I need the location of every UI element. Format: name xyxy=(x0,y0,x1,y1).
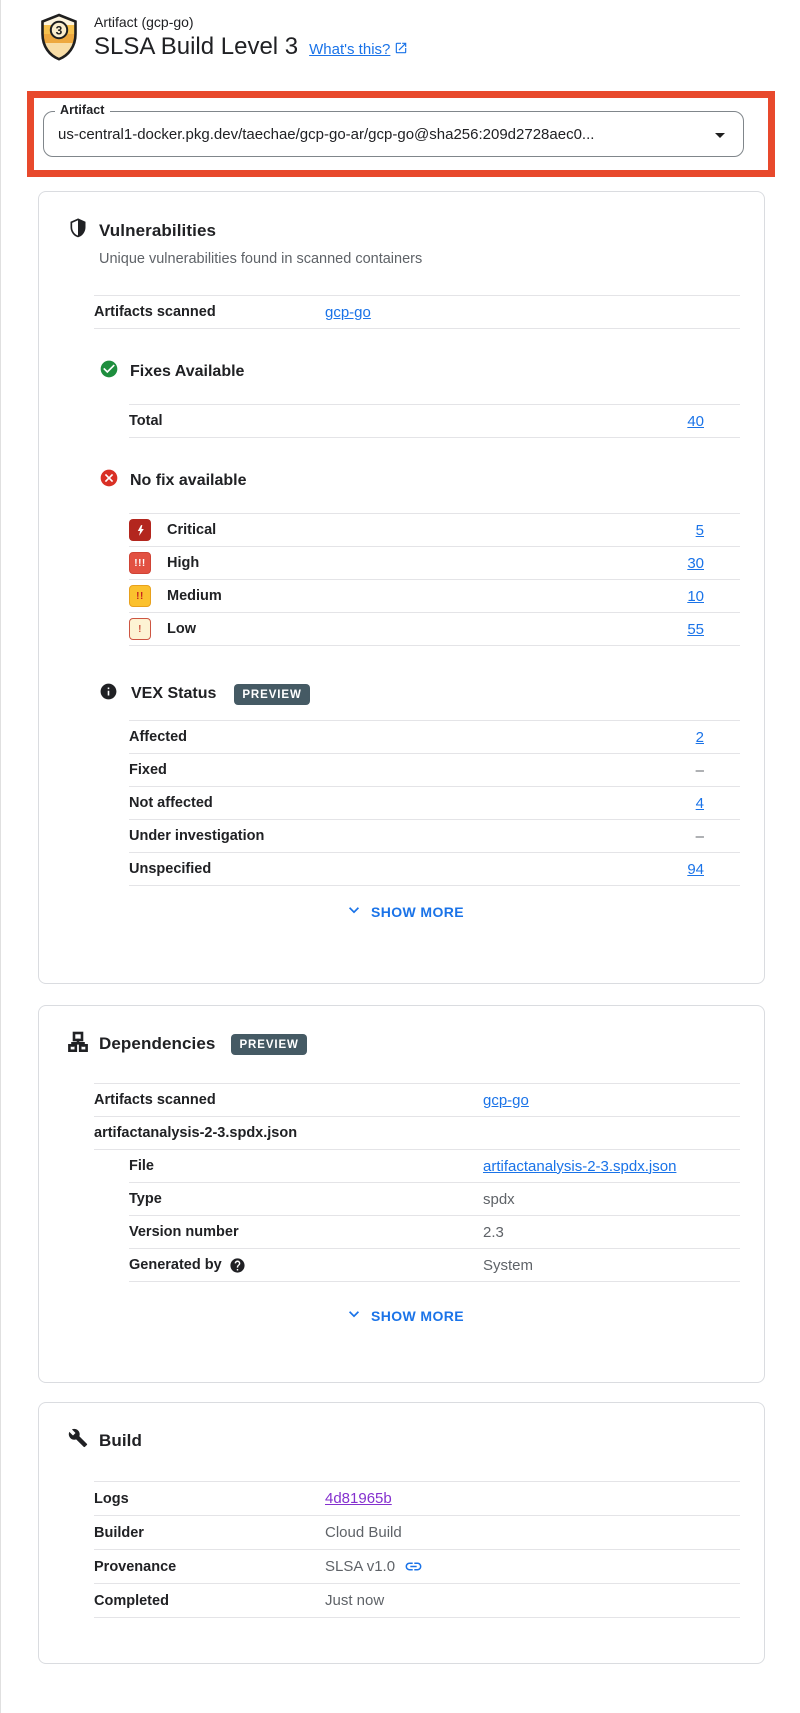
low-severity-icon: ! xyxy=(129,618,151,640)
build-title: Build xyxy=(99,1430,142,1450)
build-card xyxy=(38,1402,765,1664)
vex-affected-link[interactable]: 2 xyxy=(695,728,704,746)
vex-table xyxy=(129,720,740,886)
table-row xyxy=(94,1584,740,1618)
high-severity-icon: !!! xyxy=(129,552,151,574)
type-label: Type xyxy=(129,1191,162,1207)
badge-level-number: 3 xyxy=(55,23,63,38)
vulnerabilities-show-more-button[interactable] xyxy=(68,900,740,923)
dependencies-show-more-button[interactable] xyxy=(68,1304,740,1327)
table-row xyxy=(129,580,740,613)
artifact-eyebrow: Artifact (gcp-go) xyxy=(94,14,194,30)
severity-table xyxy=(129,513,740,646)
total-label: Total xyxy=(129,413,163,429)
vex-affected-label: Affected xyxy=(129,729,188,745)
shield-security-icon xyxy=(68,217,88,244)
help-circle-icon[interactable] xyxy=(229,1257,246,1274)
cancel-circle-icon xyxy=(99,468,119,493)
no-fix-header xyxy=(99,468,740,493)
low-label: Low xyxy=(167,621,196,637)
fixes-available-table xyxy=(129,404,740,438)
link-icon[interactable] xyxy=(404,1557,423,1576)
wrench-build-icon xyxy=(68,1428,88,1453)
provenance-value xyxy=(325,1557,423,1576)
vex-under-investigation-label: Under investigation xyxy=(129,828,265,844)
high-label: High xyxy=(167,555,200,571)
vulnerabilities-subtitle: Unique vulnerabilities found in scanned containers xyxy=(99,251,423,267)
medium-label: Medium xyxy=(167,588,222,604)
page-title: SLSA Build Level 3 xyxy=(94,33,299,60)
table-row xyxy=(94,1550,740,1584)
slsa-level-badge-icon xyxy=(39,13,79,66)
artifacts-scanned-table xyxy=(94,295,740,329)
low-count-link[interactable]: 55 xyxy=(687,620,704,638)
completed-label: Completed xyxy=(94,1592,169,1609)
vex-not-affected-label: Not affected xyxy=(129,795,213,811)
dep-artifacts-scanned-label: Artifacts scanned xyxy=(94,1092,216,1108)
whats-this-label: What's this? xyxy=(309,41,391,58)
artifact-select-highlight xyxy=(27,91,775,177)
table-row xyxy=(94,1084,740,1117)
vex-status-header xyxy=(99,682,740,706)
artifacts-scanned-label: Artifacts scanned xyxy=(94,304,216,320)
table-row xyxy=(94,296,740,329)
table-row xyxy=(129,820,740,853)
vex-preview-badge: PREVIEW xyxy=(234,684,309,705)
generated-by-label-text: Generated by xyxy=(129,1257,222,1273)
no-fix-title: No fix available xyxy=(130,471,247,489)
build-logs-link[interactable]: 4d81965b xyxy=(325,1490,392,1507)
sbom-group-label: artifactanalysis-2-3.spdx.json xyxy=(94,1125,298,1141)
sbom-file-link[interactable]: artifactanalysis-2-3.spdx.json xyxy=(483,1157,677,1175)
version-number-label: Version number xyxy=(129,1224,239,1240)
table-row xyxy=(129,1183,740,1216)
table-row xyxy=(129,787,740,820)
table-row xyxy=(94,1482,740,1516)
fixes-available-title: Fixes Available xyxy=(130,362,245,380)
dependencies-preview-badge: PREVIEW xyxy=(231,1034,306,1055)
medium-severity-icon: !! xyxy=(129,585,151,607)
vulnerabilities-title: Vulnerabilities xyxy=(99,220,217,240)
artifacts-scanned-link[interactable]: gcp-go xyxy=(325,303,371,321)
provenance-label: Provenance xyxy=(94,1558,177,1575)
table-row xyxy=(129,754,740,787)
info-circle-icon xyxy=(99,682,118,706)
vex-fixed-value: – xyxy=(695,761,704,779)
show-more-label: SHOW MORE xyxy=(370,1307,465,1324)
chevron-down-icon xyxy=(344,900,364,923)
fixes-available-header xyxy=(99,359,740,384)
dependencies-title: Dependencies xyxy=(99,1034,216,1053)
show-more-label: SHOW MORE xyxy=(370,903,465,920)
whats-this-link[interactable] xyxy=(309,41,408,59)
vex-under-investigation-value: – xyxy=(695,827,704,845)
table-row xyxy=(129,1249,740,1282)
vex-fixed-label: Fixed xyxy=(129,762,167,778)
dependencies-table xyxy=(94,1083,740,1150)
provenance-value-text: SLSA v1.0 xyxy=(325,1558,396,1575)
table-row xyxy=(129,514,740,547)
table-row xyxy=(129,405,740,438)
high-count-link[interactable]: 30 xyxy=(687,554,704,572)
vulnerabilities-card xyxy=(38,191,765,984)
version-number-value: 2.3 xyxy=(483,1223,504,1241)
vex-status-title: VEX Status xyxy=(131,685,217,702)
artifact-select-value: us-central1-docker.pkg.dev/taechae/gcp-go-ar/gcp-go@sha256:209d2728aec0... xyxy=(58,125,595,143)
builder-label: Builder xyxy=(94,1524,144,1541)
total-count-link[interactable]: 40 xyxy=(687,412,704,430)
check-circle-icon xyxy=(99,359,119,384)
critical-severity-icon xyxy=(129,519,151,541)
open-in-new-icon xyxy=(394,41,408,59)
vex-not-affected-link[interactable]: 4 xyxy=(695,794,704,812)
artifact-select[interactable] xyxy=(43,103,744,157)
table-row xyxy=(94,1516,740,1550)
generated-by-label xyxy=(129,1257,483,1274)
dropdown-caret-icon[interactable] xyxy=(708,123,732,152)
completed-value: Just now xyxy=(325,1592,385,1609)
critical-label: Critical xyxy=(167,522,217,538)
table-row xyxy=(129,721,740,754)
builder-value: Cloud Build xyxy=(325,1524,402,1541)
dependency-tree-icon xyxy=(68,1031,88,1057)
vex-unspecified-link[interactable]: 94 xyxy=(687,860,704,878)
medium-count-link[interactable]: 10 xyxy=(687,587,704,605)
sbom-detail-table xyxy=(129,1150,740,1282)
chevron-down-icon xyxy=(344,1304,364,1327)
vex-unspecified-label: Unspecified xyxy=(129,861,212,877)
generated-by-value: System xyxy=(483,1256,534,1274)
table-row xyxy=(94,1117,740,1150)
table-row xyxy=(129,1150,740,1183)
page-header xyxy=(1,0,800,66)
critical-count-link[interactable]: 5 xyxy=(695,521,704,539)
file-label: File xyxy=(129,1158,154,1174)
table-row xyxy=(129,853,740,886)
dependencies-card xyxy=(38,1005,765,1383)
build-table xyxy=(94,1481,740,1618)
table-row xyxy=(129,613,740,646)
artifact-select-label: Artifact xyxy=(55,103,110,117)
logs-label: Logs xyxy=(94,1490,129,1507)
table-row xyxy=(129,1216,740,1249)
type-value: spdx xyxy=(483,1190,515,1208)
table-row xyxy=(129,547,740,580)
dep-artifacts-scanned-link[interactable]: gcp-go xyxy=(483,1091,529,1109)
